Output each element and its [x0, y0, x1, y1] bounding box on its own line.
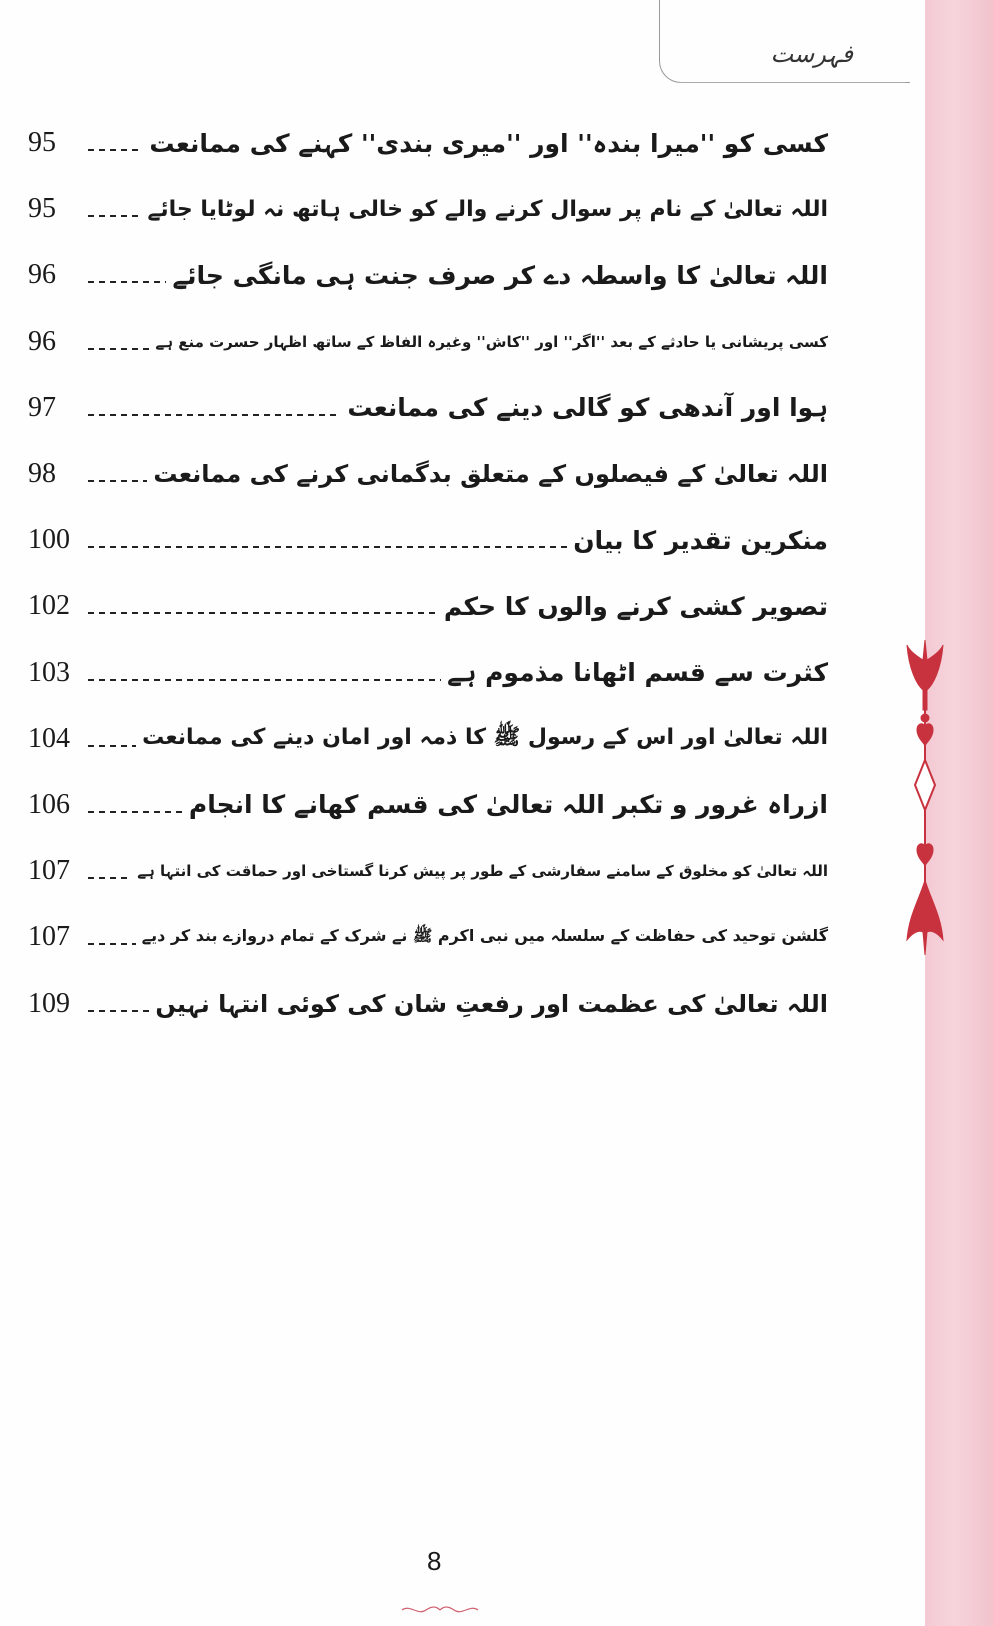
- dot-leader: [88, 281, 166, 283]
- toc-entry-title: تصویر کشی کرنے والوں کا حکم: [443, 591, 828, 621]
- toc-entry-page: 107: [28, 921, 70, 953]
- toc-entry: [28, 441, 828, 507]
- toc-entry-title: کسی پریشانی یا حادثے کے بعد ''اگر'' اور ''کاش'' وغیرہ الفاظ کے ساتھ اظہار حسرت منع ہے: [155, 332, 828, 351]
- toc-entry: [28, 904, 828, 970]
- dot-leader: [88, 943, 136, 945]
- toc-entry-title: اللہ تعالیٰ کا واسطہ دے کر صرف جنت ہی مانگی جائے: [172, 260, 828, 290]
- toc-entry: [28, 838, 828, 904]
- toc-entry-page: 106: [28, 788, 70, 820]
- toc-entry-title: گلشن توحید کی حفاظت کے سلسلہ میں نبی اکرم ﷺ نے شرک کے تمام دروازے بند کر دیے: [141, 925, 828, 945]
- side-ornament-icon: [905, 640, 945, 975]
- dot-leader: [88, 811, 183, 813]
- toc-entry-title: کثرت سے قسم اٹھانا مذموم ہے: [447, 658, 828, 688]
- dot-leader: [88, 480, 147, 482]
- toc-entry-title: اللہ تعالیٰ کے فیصلوں کے متعلق بدگمانی کرنے کی ممانعت: [153, 460, 828, 489]
- toc-entry-page: 96: [28, 259, 56, 291]
- dot-leader: [88, 546, 567, 548]
- dot-leader: [88, 612, 438, 614]
- dot-leader: [88, 215, 141, 217]
- toc-entry: [28, 110, 828, 176]
- toc-entry: [28, 375, 828, 441]
- dot-leader: [88, 414, 341, 416]
- toc-entry: [28, 309, 828, 375]
- dot-leader: [88, 745, 136, 747]
- toc-entry-title: ہوا اور آندھی کو گالی دینے کی ممانعت: [347, 393, 828, 423]
- toc-entry: [28, 507, 828, 573]
- toc-entry-title: اللہ تعالیٰ کی عظمت اور رفعتِ شان کی کوئی انتہا نہیں: [155, 989, 828, 1018]
- toc-entry-title: ازراہ غرور و تکبر اللہ تعالیٰ کی قسم کھانے کا انجام: [188, 790, 828, 820]
- toc-entry-page: 98: [28, 458, 56, 490]
- page-number: 8: [427, 1546, 442, 1576]
- dot-leader: [88, 348, 149, 350]
- toc-entry-page: 95: [28, 193, 56, 225]
- toc-entry: [28, 772, 828, 838]
- toc-entry-page: 103: [28, 656, 70, 688]
- toc-entry-page: 96: [28, 325, 56, 357]
- toc-entry-page: 107: [28, 855, 70, 887]
- toc-entry-page: 109: [28, 987, 70, 1019]
- dot-leader: [88, 149, 143, 151]
- toc-entry-page: 97: [28, 391, 56, 423]
- toc-entry: [28, 640, 828, 706]
- toc-entry-page: 104: [28, 722, 70, 754]
- dot-leader: [88, 1010, 149, 1012]
- toc-entry-title: اللہ تعالیٰ کے نام پر سوال کرنے والے کو خالی ہاتھ نہ لوٹایا جائے: [147, 196, 828, 222]
- toc-entry: [28, 706, 828, 772]
- page-title: فہرست: [770, 40, 853, 68]
- toc-entry-page: 102: [28, 590, 70, 622]
- toc-entry-title: منکرین تقدیر کا بیان: [573, 525, 828, 555]
- toc-entry-title: اللہ تعالیٰ کو مخلوق کے سامنے سفارشی کے طور پر پیش کرنا گستاخی اور حماقت کی انتہا ہے: [137, 862, 828, 881]
- toc-entry-title: اللہ تعالیٰ اور اس کے رسول ﷺ کا ذمہ اور امان دینے کی ممانعت: [142, 724, 828, 750]
- table-of-contents: [28, 110, 828, 1037]
- toc-entry: [28, 176, 828, 242]
- toc-entry: [28, 970, 828, 1036]
- toc-entry-page: 100: [28, 524, 70, 556]
- toc-entry-title: کسی کو ''میرا بندہ'' اور ''میری بندی'' کہنے کی ممانعت: [149, 128, 828, 158]
- toc-entry: [28, 242, 828, 308]
- toc-entry-page: 95: [28, 127, 56, 159]
- dot-leader: [88, 679, 441, 681]
- dot-leader: [88, 877, 131, 879]
- header-rule: [680, 82, 905, 83]
- footer-ornament-icon: [400, 1604, 480, 1616]
- toc-entry: [28, 573, 828, 639]
